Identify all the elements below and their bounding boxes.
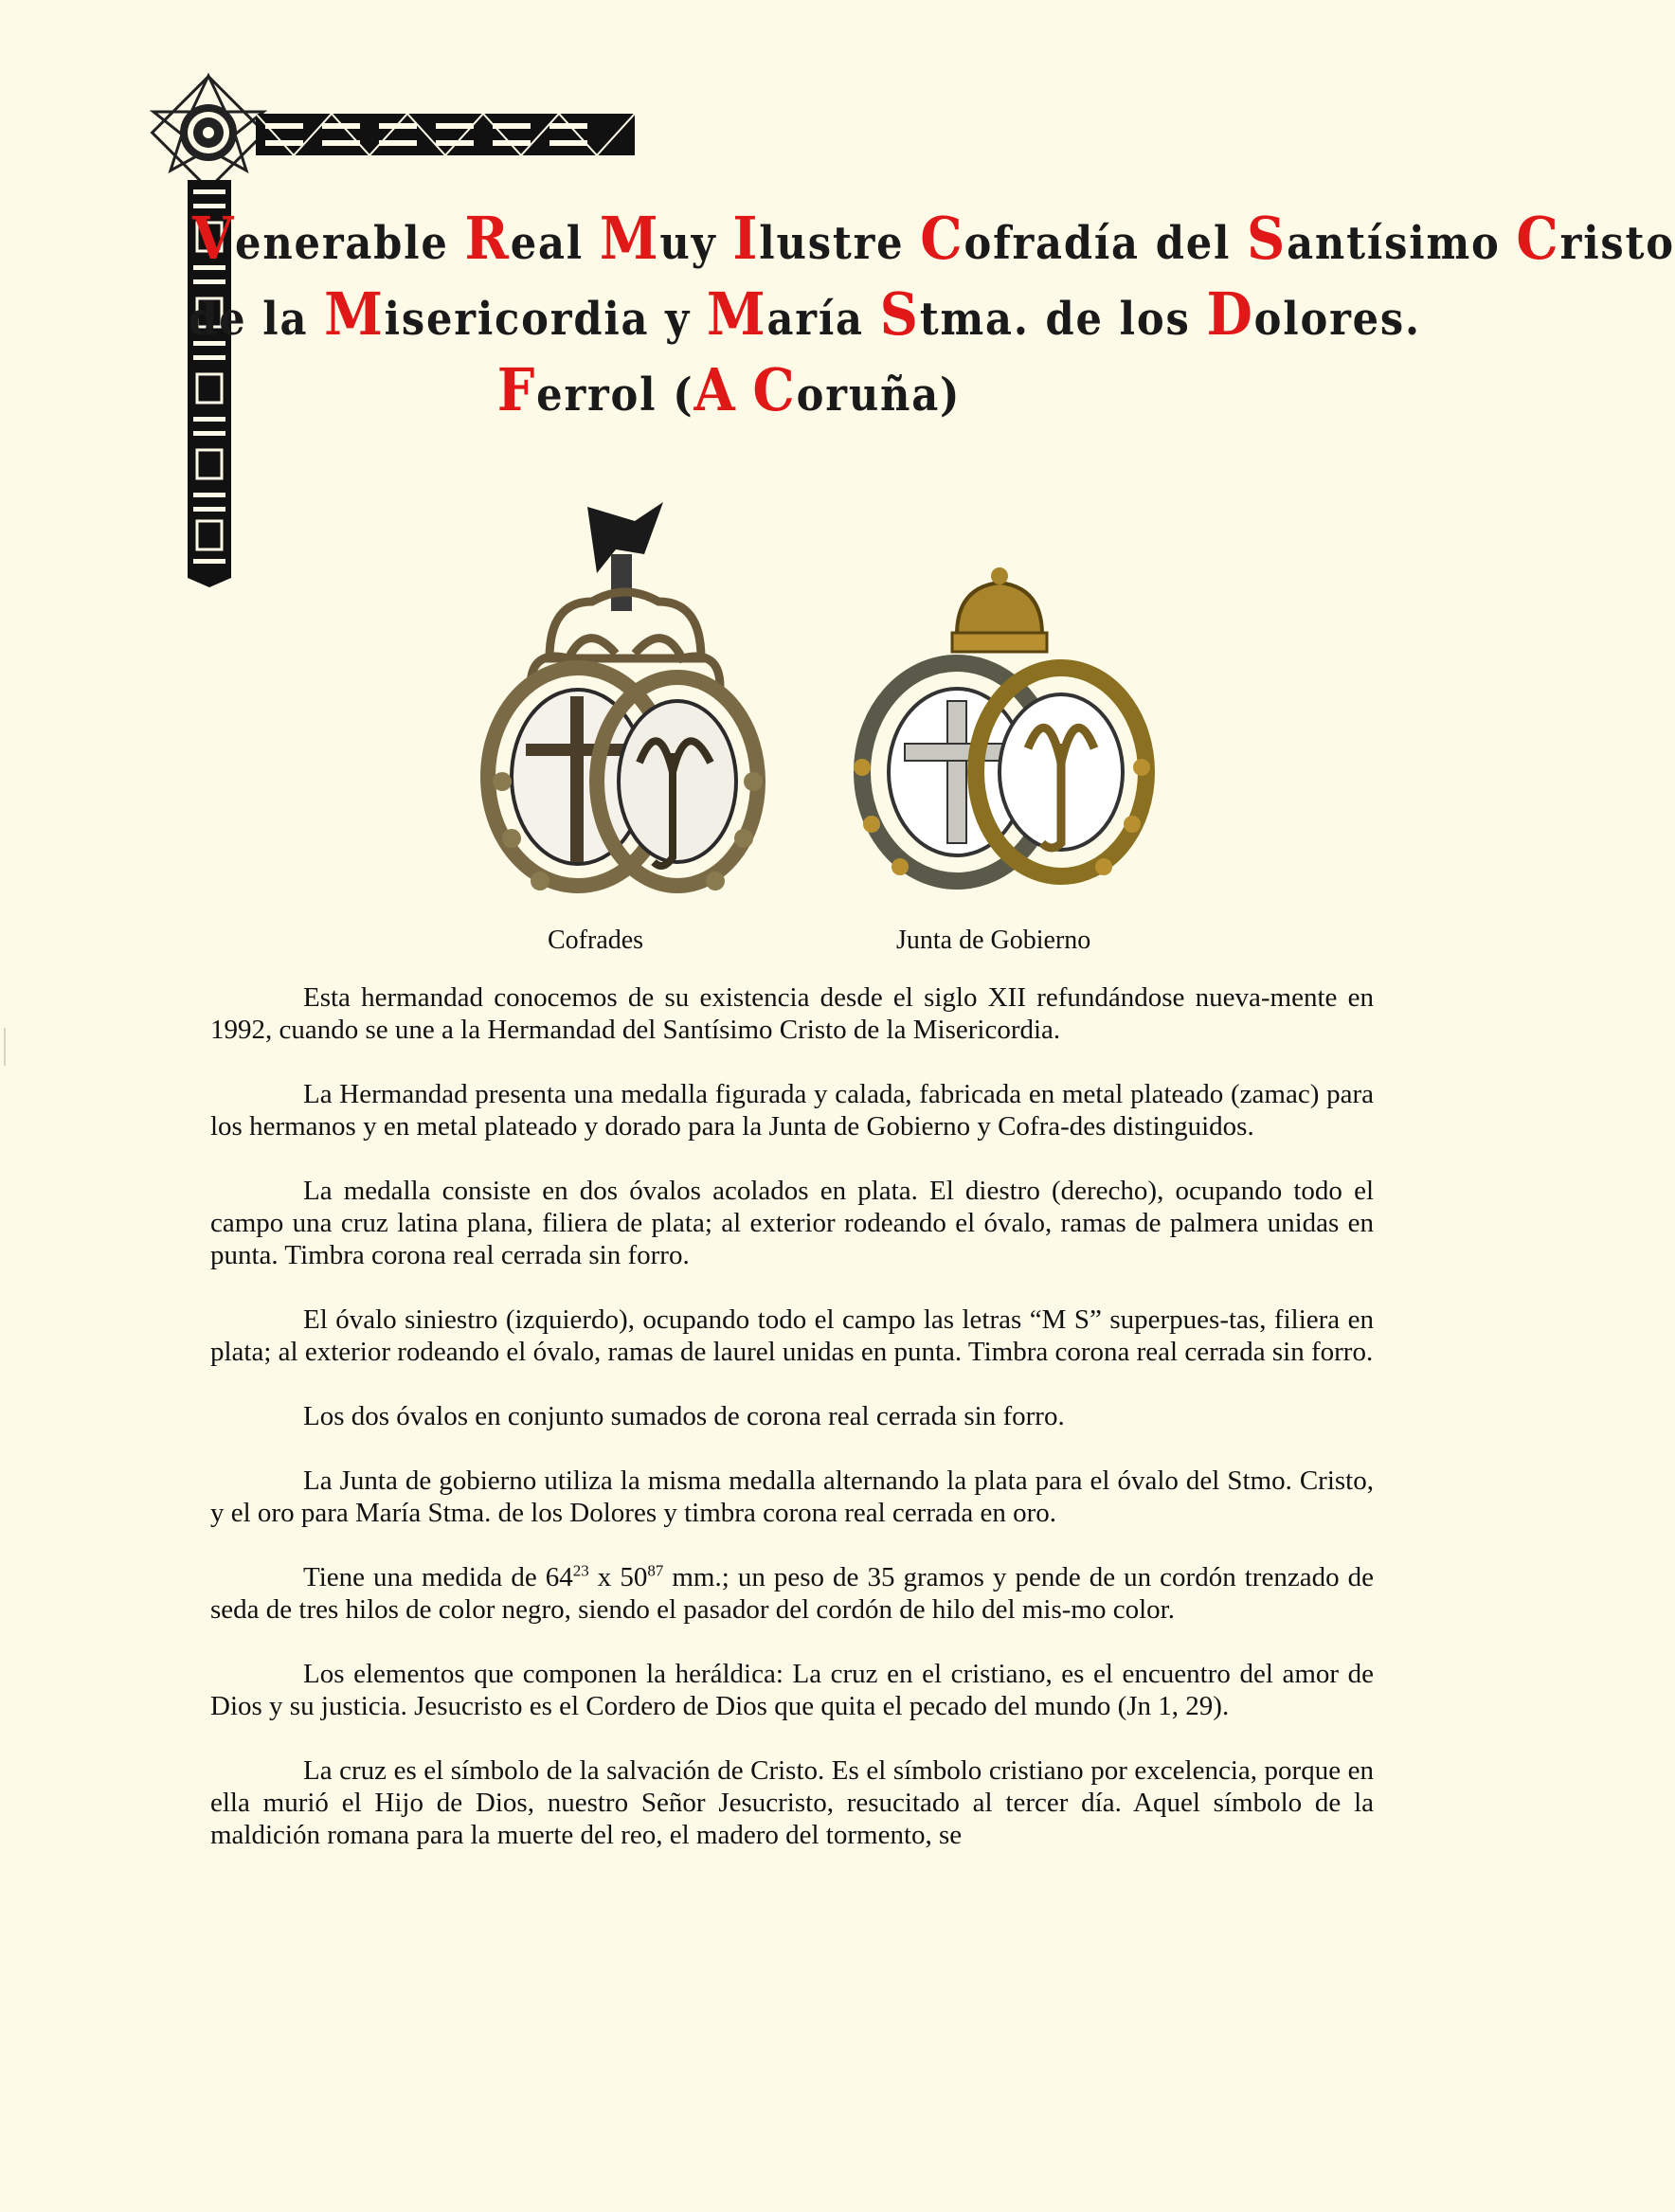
title-capital: R <box>464 204 511 273</box>
title-capital: C <box>752 355 797 424</box>
paragraph-7 <box>210 1561 1374 1626</box>
p7-text-a: Tiene una medida de 64 <box>303 1562 573 1592</box>
title-capital: S <box>879 279 920 349</box>
caption-junta: Junta de Gobierno <box>896 926 1091 955</box>
title-word: ofradía del <box>964 217 1248 270</box>
title-capital: F <box>496 355 537 424</box>
title-capital: D <box>1206 279 1254 349</box>
title-word: errol ( <box>536 369 694 422</box>
title-word: tma. de los <box>919 293 1207 346</box>
title-capital: A <box>693 355 737 424</box>
title-capital: M <box>599 204 660 273</box>
p7-text-b: x 50 <box>588 1562 648 1592</box>
title-word: isericordia y <box>384 293 707 346</box>
paragraph-1: Esta hermandad conocemos de su existencia desde el siglo XII refundándose nueva-mente en 1992, cuando se une a la Hermandad del Santísimo Cristo de la Misericordia. <box>210 982 1374 1045</box>
title-line-1 <box>191 204 1675 273</box>
paragraph-3: La medalla consiste en dos óvalos acolados en plata. El diestro (derecho), ocupando todo el campo una cruz latina plana, filiera de plata; al exterior rodeando el óvalo, ramas de palmera unidas en punta. Timbra corona real cerrada sin forro. <box>210 1176 1374 1270</box>
title-word: oruña) <box>796 369 962 422</box>
paragraph-6: La Junta de gobierno utiliza la misma medalla alternando la plata para el óvalo del Stmo. Cristo, y el oro para María Stma. de los Dolores y timbra corona real cerrada en oro. <box>210 1466 1374 1528</box>
title-word: lustre <box>759 217 921 270</box>
title-line-3 <box>22 355 1436 424</box>
paragraph-5: Los dos óvalos en conjunto sumados de corona real cerrada sin forro. <box>303 1401 1065 1431</box>
caption-cofrades: Cofrades <box>548 926 644 955</box>
title-capital: C <box>920 204 964 273</box>
title-capital: M <box>706 279 767 349</box>
horizontal-ornament-band <box>256 114 635 155</box>
body-text <box>210 981 1374 1883</box>
title-capital: C <box>1516 204 1560 273</box>
title-capital: M <box>324 279 385 349</box>
title-line-2 <box>98 279 1512 349</box>
medal-cofrades-image <box>474 497 777 914</box>
title-word: de la <box>189 293 325 346</box>
paragraph-8: Los elementos que componen la heráldica: La cruz en el cristiano, es el encuentro del amor de Dios y su justicia. Jesucristo es el Cordero de Dios que quita el pecado del mundo (Jn 1, 29). <box>210 1659 1374 1721</box>
paragraph-4: El óvalo siniestro (izquierdo), ocupando todo el campo las letras “M S” superpues-tas, filiera en plata; al exterior rodeando el óvalo, ramas de laurel unidas en punta. Timbra corona real cerrada sin forro. <box>210 1304 1374 1367</box>
title-word: uy <box>659 217 733 270</box>
p7-sup-2: 87 <box>647 1561 664 1580</box>
paragraph-2: La Hermandad presenta una medalla figurada y calada, fabricada en metal plateado (zamac) para los hermanos y en metal plateado y dorado para la Junta de Gobierno y Cofra-des distinguidos. <box>210 1079 1374 1142</box>
title-word: risto <box>1559 217 1675 270</box>
gold-crown <box>952 567 1047 652</box>
title-word: aría <box>766 293 880 346</box>
title-word: olores. <box>1253 293 1421 346</box>
title-word: eal <box>510 217 600 270</box>
title-word: antísimo <box>1287 217 1517 270</box>
rosette-ornament <box>153 76 265 189</box>
scan-mark <box>4 1028 6 1066</box>
p7-sup-1: 23 <box>572 1561 589 1580</box>
title-word <box>737 369 753 422</box>
title-capital: I <box>732 204 760 273</box>
medal-junta-image <box>843 559 1156 890</box>
paragraph-9: La cruz es el símbolo de la salvación de Cristo. Es el símbolo cristiano por excelencia, porque en ella murió el Hijo de Dios, nuestro Señor Jesucristo, resucitado al tercer día. Aquel símbolo de la maldición romana para la muerte del reo, el madero del tormento, se <box>210 1755 1374 1850</box>
title-capital: V <box>191 204 236 273</box>
title-word: enerable <box>235 217 465 270</box>
title-capital: S <box>1247 204 1288 273</box>
p7-text-c: mm.; un peso de 35 gramos y pende de un cordón trenzado de seda de tres hilos de color negro, siendo el pasador del cordón de hilo del mis-mo color. <box>210 1562 1374 1625</box>
